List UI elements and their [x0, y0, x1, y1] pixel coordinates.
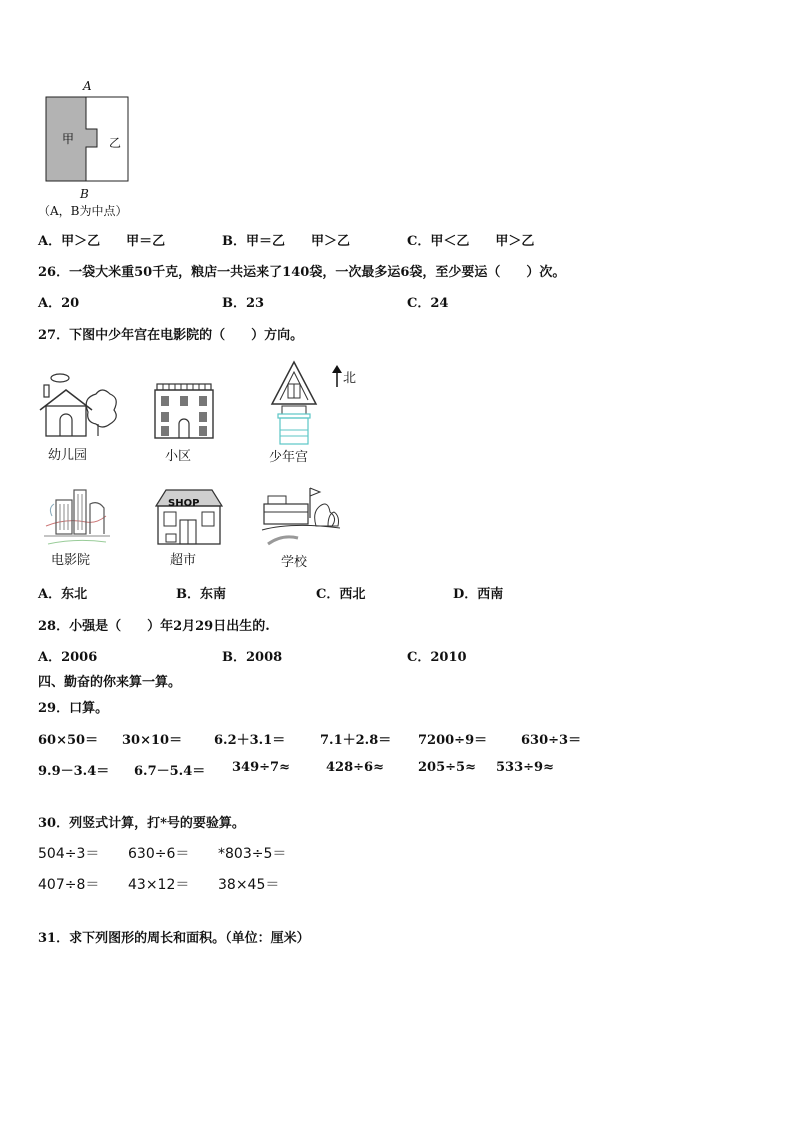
region-jia-label: 甲 — [62, 132, 75, 146]
supermarket-icon — [152, 486, 224, 548]
school-icon — [260, 484, 342, 548]
q26-text: 26．一袋大米重50千克，粮店一共运来了140袋，一次最多运6袋，至少要运（ ）次。 — [38, 265, 566, 280]
q30-item: 630÷6＝ — [128, 846, 190, 862]
q28-option-c: C．2010 — [407, 650, 467, 665]
place-label-community: 小区 — [165, 449, 192, 464]
q27-text: 27．下图中少年宫在电影院的（ ）方向。 — [38, 328, 304, 343]
fig25-caption: （A，B为中点） — [38, 204, 128, 218]
q29-item: 30×10＝ — [122, 733, 183, 748]
q30-text: 30．列竖式计算，打*号的要验算。 — [38, 816, 245, 831]
q27-option-c: C．西北 — [316, 587, 366, 602]
q27-option-b: B．东南 — [176, 587, 226, 602]
q29-item: 6.7－5.4＝ — [134, 764, 206, 779]
north-label: 北 — [343, 371, 357, 386]
q29-item: 349÷7≈ — [232, 760, 290, 775]
place-label-cinema: 电影院 — [51, 553, 91, 568]
q25-option-a: A．甲＞乙 甲＝乙 — [38, 234, 166, 249]
q29-item: 9.9－3.4＝ — [38, 764, 110, 779]
q30-item: 504÷3＝ — [38, 846, 100, 862]
apartment-building-icon — [153, 382, 215, 440]
q27-option-d: D．西南 — [453, 587, 504, 602]
q28-text: 28．小强是（ ）年2月29日出生的. — [38, 619, 270, 634]
q29-item: 533÷9≈ — [496, 760, 554, 775]
region-yi-label: 乙 — [109, 136, 122, 150]
youth-palace-icon — [266, 360, 322, 446]
section-four-heading: 四、勤奋的你来算一算。 — [38, 675, 182, 690]
place-label-youth-palace: 少年宫 — [269, 450, 309, 465]
q30-item: *803÷5＝ — [218, 846, 287, 862]
q27-option-a: A．东北 — [38, 587, 88, 602]
shop-sign: SHOP — [168, 498, 200, 509]
q29-item: 205÷5≈ — [418, 760, 476, 775]
q29-item: 7200÷9＝ — [418, 733, 488, 748]
kindergarten-icon — [38, 372, 118, 442]
place-label-school: 学校 — [281, 555, 308, 570]
place-label-supermarket: 超市 — [170, 553, 197, 568]
q31-text: 31．求下列图形的周长和面积。（单位：厘米） — [38, 931, 310, 946]
q30-item: 407÷8＝ — [38, 877, 100, 893]
q30-item: 43×12＝ — [128, 877, 190, 893]
cinema-icon — [42, 486, 112, 548]
q29-item: 60×50＝ — [38, 733, 99, 748]
q26-option-b: B．23 — [222, 296, 265, 311]
point-b-label: B — [80, 187, 89, 201]
q28-option-b: B．2008 — [222, 650, 283, 665]
north-arrow-icon — [331, 365, 343, 387]
q26-option-a: A．20 — [38, 296, 80, 311]
place-label-kindergarten: 幼儿园 — [48, 448, 88, 463]
q26-option-c: C．24 — [407, 296, 449, 311]
q29-item: 6.2＋3.1＝ — [214, 733, 286, 748]
q25-option-c: C．甲＜乙 甲＞乙 — [407, 234, 535, 249]
point-a-label: A — [83, 79, 92, 93]
q29-item: 428÷6≈ — [326, 760, 384, 775]
q29-item: 7.1＋2.8＝ — [320, 733, 392, 748]
q29-item: 630÷3＝ — [521, 733, 582, 748]
q25-option-b: B．甲＝乙 甲＞乙 — [222, 234, 350, 249]
q30-item: 38×45＝ — [218, 877, 280, 893]
q29-text: 29．口算。 — [38, 701, 109, 716]
q28-option-a: A．2006 — [38, 650, 98, 665]
